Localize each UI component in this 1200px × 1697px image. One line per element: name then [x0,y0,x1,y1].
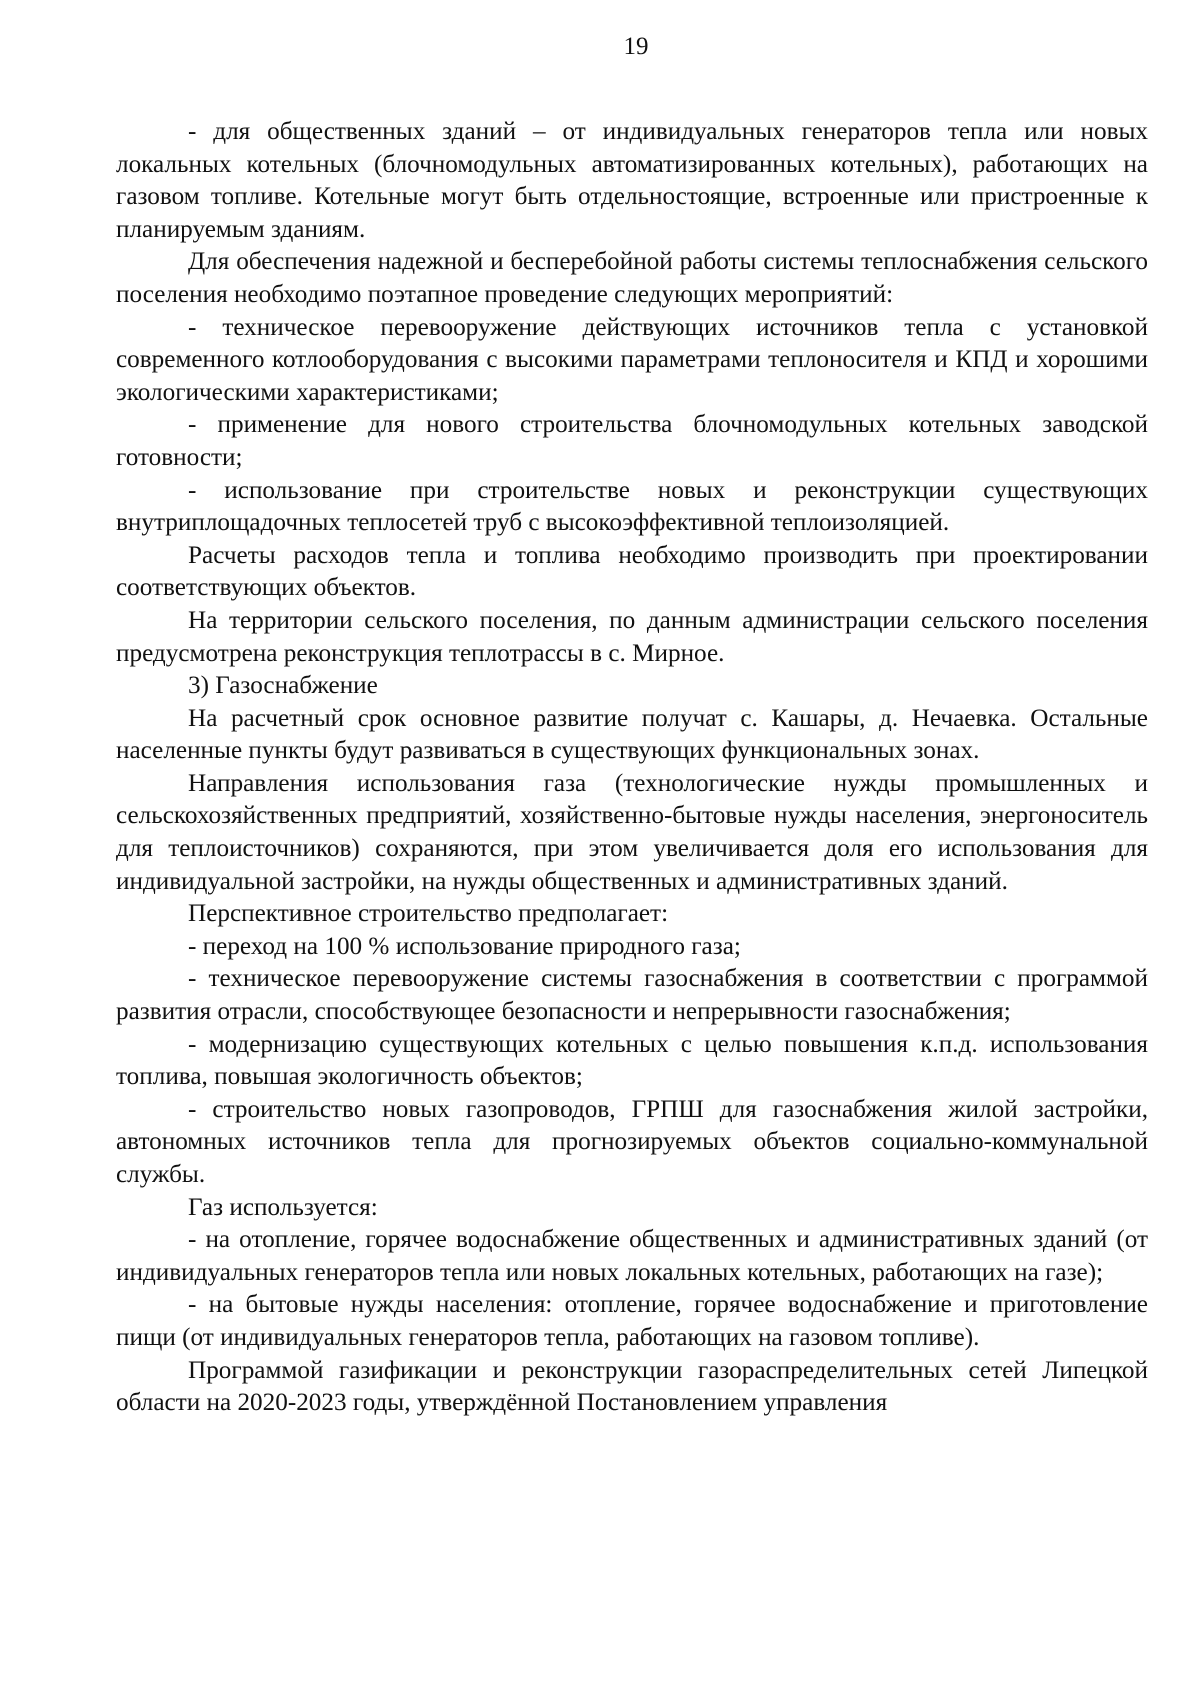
paragraph-heat-network-pipes: - использование при строительстве новых и реконструкции существующих внутриплощадочных теплосетей труб с высокоэффективной теплоизоляцией. [116,476,1148,537]
paragraph-heat-supply-measures-intro: Для обеспечения надежной и бесперебойной работы системы теплоснабжения сельского поселения необходимо поэтапное проведение следующих мероприятий: [116,248,1148,308]
section-heading-gas-supply: 3) Газоснабжение [188,672,378,700]
paragraph-boiler-modernization: - модернизацию существующих котельных с целью повышения к.п.д. использования топлива, повышая экологичность объектов; [116,1030,1148,1091]
paragraph-gas-is-used: Газ используется: [188,1193,378,1221]
paragraph-public-buildings-heating: - для общественных зданий – от индивидуальных генераторов тепла или новых локальных котельных (блочномодульных автоматизированных котельных), работающих на газовом топливе. Котельные могут быть отдельностоящие, встроенные или пристроенные к планируемым зданиям. [116,118,1148,243]
paragraph-heat-main-reconstruction: На территории сельского поселения, по данным администрации сельского поселения предусмотрена реконструкция теплотрассы в с. Мирное. [116,606,1148,667]
paragraph-gasification-program: Программой газификации и реконструкции газораспределительных сетей Липецкой области на 2020-2023 годы, утверждённой Постановлением управления [116,1356,1148,1417]
paragraph-natural-gas-transition: - переход на 100 % использование природного газа; [188,932,741,960]
paragraph-block-modular-boilers: - применение для нового строительства блочномодульных котельных заводской готовности; [116,411,1148,471]
paragraph-household-needs-use: - на бытовые нужды населения: отопление, горячее водоснабжение и приготовление пищи (от индивидуальных генераторов тепла, работающих на газовом топливе). [116,1291,1148,1351]
paragraph-gas-use-directions: Направления использования газа (технологические нужды промышленных и сельскохозяйственных предприятий, хозяйственно-бытовые нужды населения, энергоноситель для теплоисточников) сохраняются, при этом увеличивается доля его использования для индивидуальной застройки, на нужды общественных и административных зданий. [116,769,1148,895]
page-number: 19 [623,33,649,60]
paragraph-settlement-development: На расчетный срок основное развитие получат с. Кашары, д. Нечаевка. Остальные населенные пункты будут развиваться в существующих функциональных зонах. [116,704,1148,765]
paragraph-prospective-construction: Перспективное строительство предполагает: [188,900,669,928]
paragraph-gas-system-reequipment: - техническое перевооружение системы газоснабжения в соответствии с программой развития отрасли, способствующее безопасности и непрерывности газоснабжения; [116,965,1148,1026]
document-body [116,116,1148,1420]
paragraph-heat-fuel-calculations: Расчеты расходов тепла и топлива необходимо производить при проектировании соответствующих объектов. [116,541,1148,602]
paragraph-public-heating-use: - на отопление, горячее водоснабжение общественных и административных зданий (от индивидуальных генераторов тепла или новых локальных котельных, работающих на газе); [116,1226,1148,1286]
paragraph-technical-reequipment: - техническое перевооружение действующих источников тепла с установкой современного котлооборудования с высокими параметрами теплоносителя и КПД и хорошими экологическими характеристиками; [116,313,1148,406]
paragraph-new-gas-pipelines: - строительство новых газопроводов, ГРПШ для газоснабжения жилой застройки, автономных источников тепла для прогнозируемых объектов социально-коммунальной службы. [116,1095,1148,1188]
